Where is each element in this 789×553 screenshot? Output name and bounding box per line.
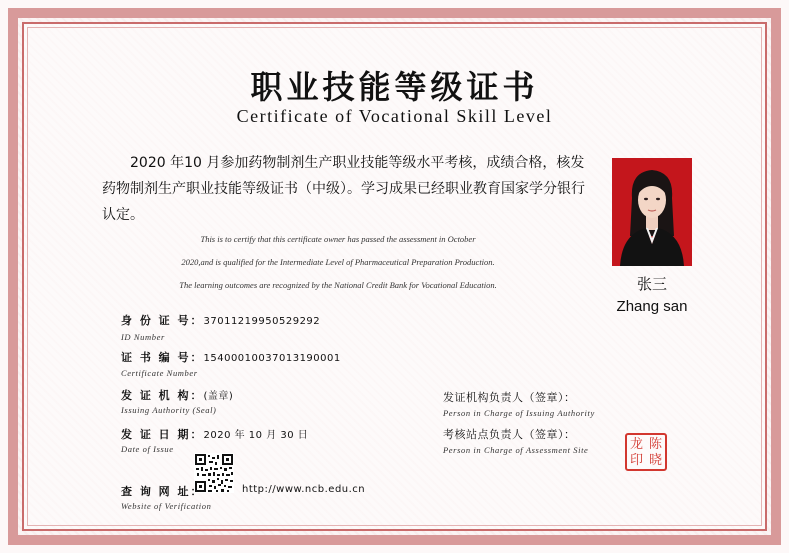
id-number-row [121,312,320,328]
seal-char-2: 陈 [648,437,662,452]
issue-date-label-en: Date of Issue [121,444,174,454]
certificate-number-row [121,349,341,365]
holder-photo [612,158,692,266]
verification-website-link[interactable] [242,482,365,495]
certificate-title-en: Certificate of Vocational Skill Level [236,106,553,126]
verification-website-label: 查 询 网 址： [121,485,204,498]
statement-en-line-1: This is to certify that this certificate owner has passed the assessment in October [200,234,476,244]
certification-statement-cn: 2020 年10 月参加药物制剂生产职业技能等级水平考核，成绩合格，核发药物制剂生产职业技能等级证书（中级）。学习成果已经职业教育国家学分银行认定。 [102,155,585,223]
statement-en-line-2: 2020,and is qualified for the Intermediate Level of Pharmaceutical Preparation Production. [181,257,495,267]
issue-date-value: 2020 年 10 月 30 日 [203,430,309,441]
issuer-person-label: 发证机构负责人（签章）： [443,391,576,404]
verification-website-label-en: Website of Verification [121,501,212,511]
verification-website-value[interactable]: http://www.ncb.edu.cn [242,484,366,495]
holder-name-en: Zhang san [616,298,688,315]
certificate-number-label: 证 书 编 号： [121,351,204,364]
verification-website-row [121,483,204,499]
issue-date-row [121,426,308,442]
certification-statement-en [96,228,580,297]
issuing-authority-value: (盖章) [203,391,234,402]
holder-name-cn: 张三 [636,275,667,293]
signature-seal-stamp [625,433,667,471]
certificate-number-value: 15400010037013190001 [203,353,341,364]
seal-char-3: 印 [629,453,643,468]
certificate-title-cn: 职业技能等级证书 [250,68,539,106]
issuing-authority-label: 发 证 机 构： [121,389,204,402]
id-number-label-en: ID Number [121,332,165,342]
certificate-number-label-en: Certificate Number [121,368,198,378]
issuing-authority-row [121,387,233,403]
issuer-person-row [443,389,576,405]
id-number-label: 身 份 证 号： [121,314,204,327]
statement-en-line-3: The learning outcomes are recognized by the National Credit Bank for Vocational Education. [179,280,497,290]
seal-char-1: 龙 [629,437,643,452]
assessment-person-label-en: Person in Charge of Assessment Site [443,445,589,455]
id-number-value: 37011219950529292 [203,316,321,327]
assessment-person-label: 考核站点负责人（签章）： [443,428,576,441]
issuer-person-label-en: Person in Charge of Issuing Authority [443,408,595,418]
assessment-person-row [443,426,576,442]
seal-char-4: 晓 [648,453,662,468]
issue-date-label: 发 证 日 期： [121,428,204,441]
issuing-authority-label-en: Issuing Authority (Seal) [121,405,217,415]
